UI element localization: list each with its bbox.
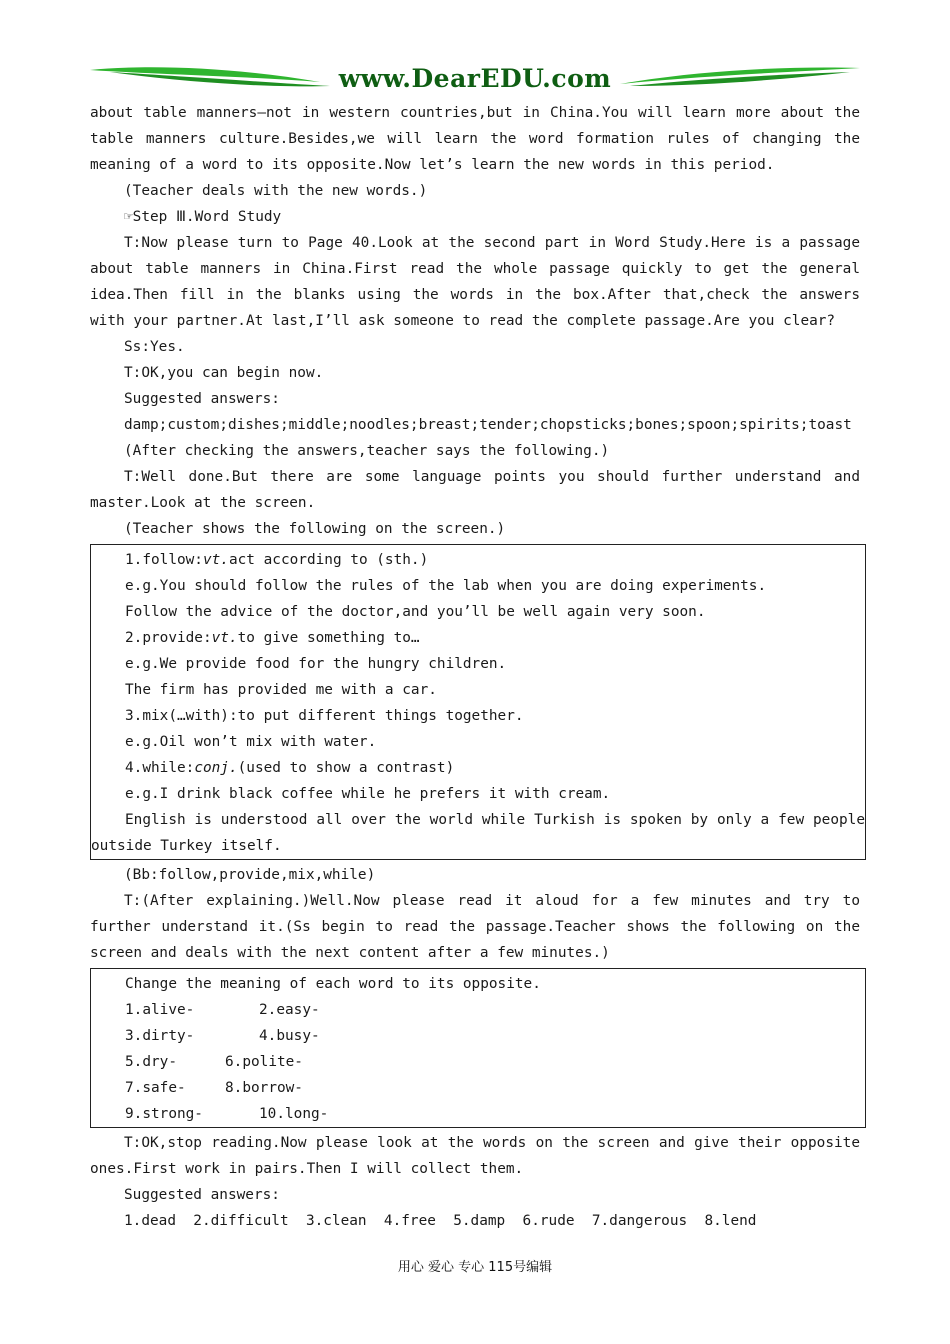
opposites-exercise-box xyxy=(90,968,866,1128)
exercise-row: 7.safe- 8.borrow- xyxy=(125,1080,303,1096)
teacher-stop-reading: T:OK,stop reading.Now please look at the words on the screen and give their opposite ones.First work in pairs.Then I will collect them. xyxy=(90,1135,860,1177)
exercise-row: 5.dry- 6.polite- xyxy=(125,1054,303,1070)
point-while: 4.while:conj.(used to show a contrast) xyxy=(125,760,455,776)
exercise-row: 9.strong- 10.long- xyxy=(125,1106,329,1122)
point-mix: 3.mix(…with):to put different things together. xyxy=(125,708,524,724)
suggested-answers-label-2: Suggested answers: xyxy=(124,1187,280,1203)
page-footer: 用心 爱心 专心 115号编辑 xyxy=(397,1260,553,1275)
teacher-begin: T:OK,you can begin now. xyxy=(124,365,324,381)
teacher-well-done: T:Well done.But there are some language points you should further understand and master.Look at the screen. xyxy=(90,469,860,511)
exercise-row: 1.alive- 2.easy- xyxy=(125,1002,320,1018)
site-banner xyxy=(90,62,860,98)
intro-paragraph: about table manners—not in western countries,but in China.You will learn more about the table manners culture.Besides,we will learn the word formation rules of changing the meaning of a word to its opposite.Now let’s learn the new words in this period. xyxy=(90,105,860,173)
point-provide: 2.provide:vt.to give something to… xyxy=(125,630,420,646)
example-provide-2: The firm has provided me with a car. xyxy=(125,682,437,698)
example-follow-2: Follow the advice of the doctor,and you’ll be well again very soon. xyxy=(125,604,706,620)
exercise-row: 3.dirty- 4.busy- xyxy=(125,1028,320,1044)
teacher-note: (Teacher deals with the new words.) xyxy=(124,183,428,199)
blackboard-note: (Bb:follow,provide,mix,while) xyxy=(124,867,376,883)
teacher-note-3: (Teacher shows the following on the screen.) xyxy=(124,521,506,537)
example-while-1: e.g.I drink black coffee while he prefers it with cream. xyxy=(125,786,611,802)
exercise-instruction: Change the meaning of each word to its opposite. xyxy=(125,976,541,992)
teacher-note-2: (After checking the answers,teacher says the following.) xyxy=(124,443,610,459)
example-provide-1: e.g.We provide food for the hungry children. xyxy=(125,656,507,672)
suggested-answers-label: Suggested answers: xyxy=(124,391,280,407)
example-follow-1: e.g.You should follow the rules of the lab when you are doing experiments. xyxy=(125,578,767,594)
language-points-box xyxy=(90,544,866,860)
point-follow: 1.follow:vt.act according to (sth.) xyxy=(125,552,429,568)
step-heading: ☞Step Ⅲ.Word Study xyxy=(124,209,282,225)
site-logo-text: www.DearEDU.com xyxy=(338,64,612,93)
document-body xyxy=(90,100,865,1234)
teacher-read-aloud: T:(After explaining.)Well.Now please read it aloud for a few minutes and try to further understand it.(Ss begin to read the passage.Teacher shows the following on the screen and deals with the next content after a few minutes.) xyxy=(90,893,860,961)
students-reply: Ss:Yes. xyxy=(124,339,185,355)
answers-list: damp;custom;dishes;middle;noodles;breast;tender;chopsticks;bones;spoon;spirits;toast xyxy=(124,417,852,433)
teacher-instruction: T:Now please turn to Page 40.Look at the second part in Word Study.Here is a passage about table manners in China.First read the whole passage quickly to get the general idea.Then fill in the blanks using the words in the box.After that,check the answers with your partner.At last,I’ll ask someone to read the complete passage.Are you clear? xyxy=(90,235,860,329)
opposites-answers: 1.dead 2.difficult 3.clean 4.free 5.damp 6.rude 7.dangerous 8.lend xyxy=(124,1213,757,1229)
example-while-2: English is understood all over the world while Turkish is spoken by only a few people outside Turkey itself. xyxy=(91,812,865,854)
example-mix: e.g.Oil won’t mix with water. xyxy=(125,734,377,750)
